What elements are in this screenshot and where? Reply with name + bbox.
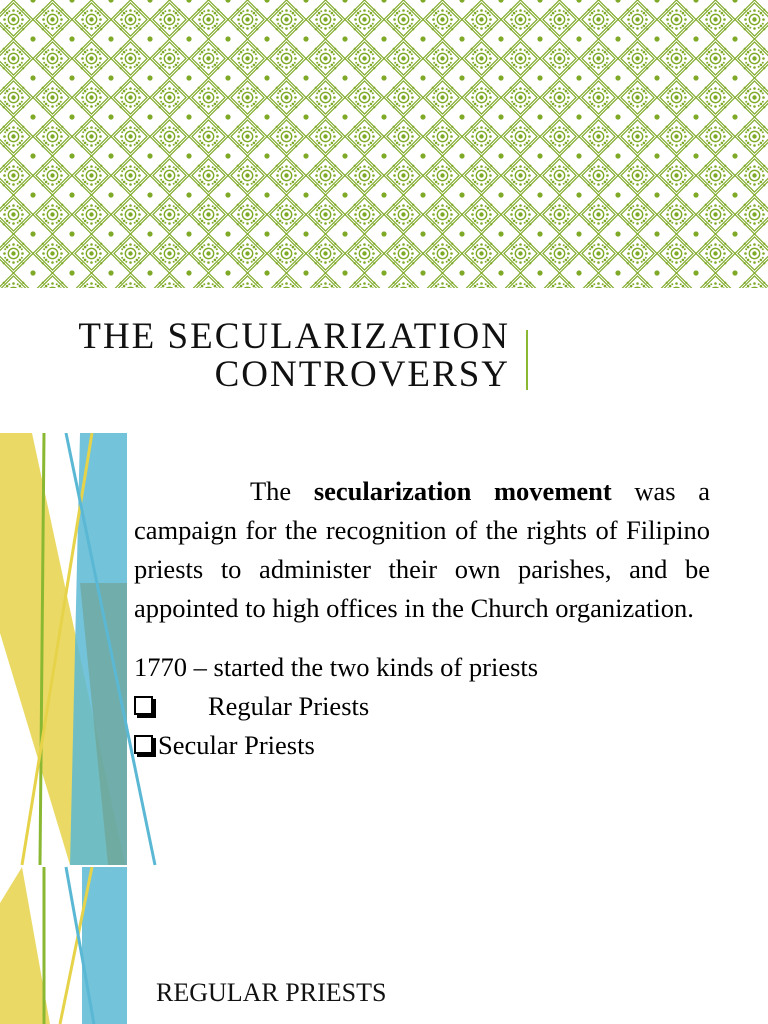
title-line-1: THE SECULARIZATION [78, 316, 510, 357]
slide-body [134, 472, 710, 765]
next-slide-heading: REGULAR PRIESTS [156, 978, 387, 1007]
title-accent-bar [526, 330, 528, 390]
intro-paragraph [134, 472, 710, 628]
intro-prefix: The [250, 476, 292, 506]
bullet-label: Secular Priests [158, 730, 315, 760]
intro-rest: was a campaign for the recognition of the rights of Filipino priests to administer their own parishes, and be appointed to high offices in the Church organization. [134, 476, 710, 623]
timeline-text: 1770 – started the two kinds of priests [134, 652, 539, 682]
decorative-pattern-banner [0, 0, 768, 288]
title-line-2: CONTROVERSY [214, 354, 510, 395]
bullet-label: Regular Priests [208, 691, 370, 721]
slide-title [58, 318, 510, 394]
intro-bold-term: secularization movement [313, 476, 612, 506]
bullet-item-regular [134, 687, 710, 726]
checkbox-icon [134, 696, 153, 715]
bullet-item-secular [134, 726, 710, 765]
checkbox-icon [134, 735, 153, 754]
